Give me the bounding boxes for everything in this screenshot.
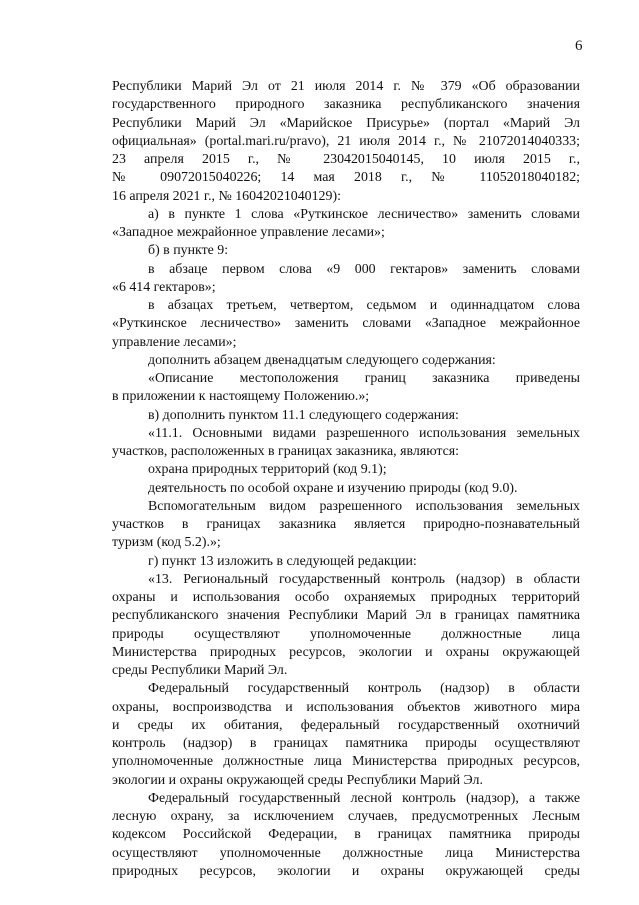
text-line: в приложении к настоящему Положению.»; (112, 389, 370, 405)
text-line: «11.1. Основными видами разрешенного использования земельных (148, 425, 580, 441)
text-line: уполномоченные должностные лица Министерства природных ресурсов, (112, 754, 580, 770)
text-line: «Руткинское лесничество» заменить словами «Западное межрайонное (112, 316, 580, 332)
text-line: «Западное межрайонное управление лесами»; (112, 225, 385, 240)
text-line: участков в границах заказника является природно-познавательный (112, 517, 580, 532)
text-line: официальная» (portal.mari.ru/pravo), 21 июля 2014 г., № 21072014040333; (112, 133, 580, 149)
text-line: Федеральный государственный контроль (надзор) в области (148, 681, 580, 697)
text-line: Республики Марий Эл от 21 июля 2014 г. № 379 «Об образовании (112, 79, 580, 94)
text-line: охрана природных территорий (код 9.1); (148, 462, 387, 478)
text-line: лесную охрану, за исключением случаев, предусмотренных Лесным (112, 809, 580, 824)
text-line: участков, расположенных в границах заказника, являются: (112, 444, 460, 459)
text-line: осуществляют уполномоченные должностные лица Министерства (112, 845, 580, 861)
text-line: природы осуществляют уполномоченные должностные лица (112, 626, 580, 642)
text-line: г) пункт 13 изложить в следующей редакции: (148, 553, 417, 569)
text-line: экологии и охраны окружающей среды Республики Марий Эл. (112, 772, 483, 788)
text-line: туризм (код 5.2).»; (112, 535, 221, 551)
text-line: кодексом Российской Федерации, в границах памятника природы (112, 827, 580, 843)
text-line: Министерства природных ресурсов, экологии и охраны окружающей (112, 644, 580, 660)
text-line: в абзацах третьем, четвертом, седьмом и одиннадцатом слова (148, 298, 580, 313)
text-line: б) в пункте 9: (148, 243, 229, 259)
page-number: 6 (575, 38, 583, 54)
text-line: 23 апреля 2015 г., № 23042015040145, 10 июля 2015 г., (112, 152, 580, 167)
text-line: контроль (надзор) в границах памятника природы осуществляют (112, 736, 580, 751)
text-line: Республики Марий Эл «Марийское Присурье» (портал «Марий Эл (112, 115, 580, 131)
text-line: управление лесами»; (112, 334, 237, 350)
text-line: Вспомогательным видом разрешенного использования земельных (148, 498, 580, 514)
text-line: охраны, воспроизводства и использования объектов животного мира (112, 699, 580, 715)
text-line: дополнить абзацем двенадцатым следующего содержания: (148, 352, 496, 368)
text-line: государственного природного заказника республиканского значения (112, 97, 580, 113)
text-line: республиканского значения Республики Марий Эл в границах памятника (112, 608, 580, 624)
text-line: в абзаце первом слова «9 000 гектаров» заменить словами (148, 261, 580, 277)
text-line: в) дополнить пунктом 11.1 следующего содержания: (148, 407, 459, 423)
text-line: «Описание местоположения границ заказника приведены (148, 371, 580, 386)
text-line: 16 апреля 2021 г., № 16042021040129): (112, 188, 341, 204)
text-line: деятельность по особой охране и изучению природы (код 9.0). (148, 480, 518, 496)
text-line: «6 414 гектаров»; (112, 279, 216, 295)
document-body (112, 78, 580, 881)
text-line: и среды их обитания, федеральный государственный охотничий (112, 717, 580, 733)
text-line: среды Республики Марий Эл. (112, 663, 288, 678)
text-line: охраны и использования особо охраняемых природных территорий (112, 590, 580, 605)
text-line: Федеральный государственный лесной контроль (надзор), а также (148, 790, 580, 806)
text-line: природных ресурсов, экологии и охраны окружающей среды (112, 863, 580, 879)
text-line: а) в пункте 1 слова «Руткинское лесничество» заменить словами (148, 206, 580, 222)
text-line: «13. Региональный государственный контроль (надзор) в области (148, 571, 580, 587)
text-line: № 09072015040226; 14 мая 2018 г., № 11052018040182; (112, 170, 580, 186)
